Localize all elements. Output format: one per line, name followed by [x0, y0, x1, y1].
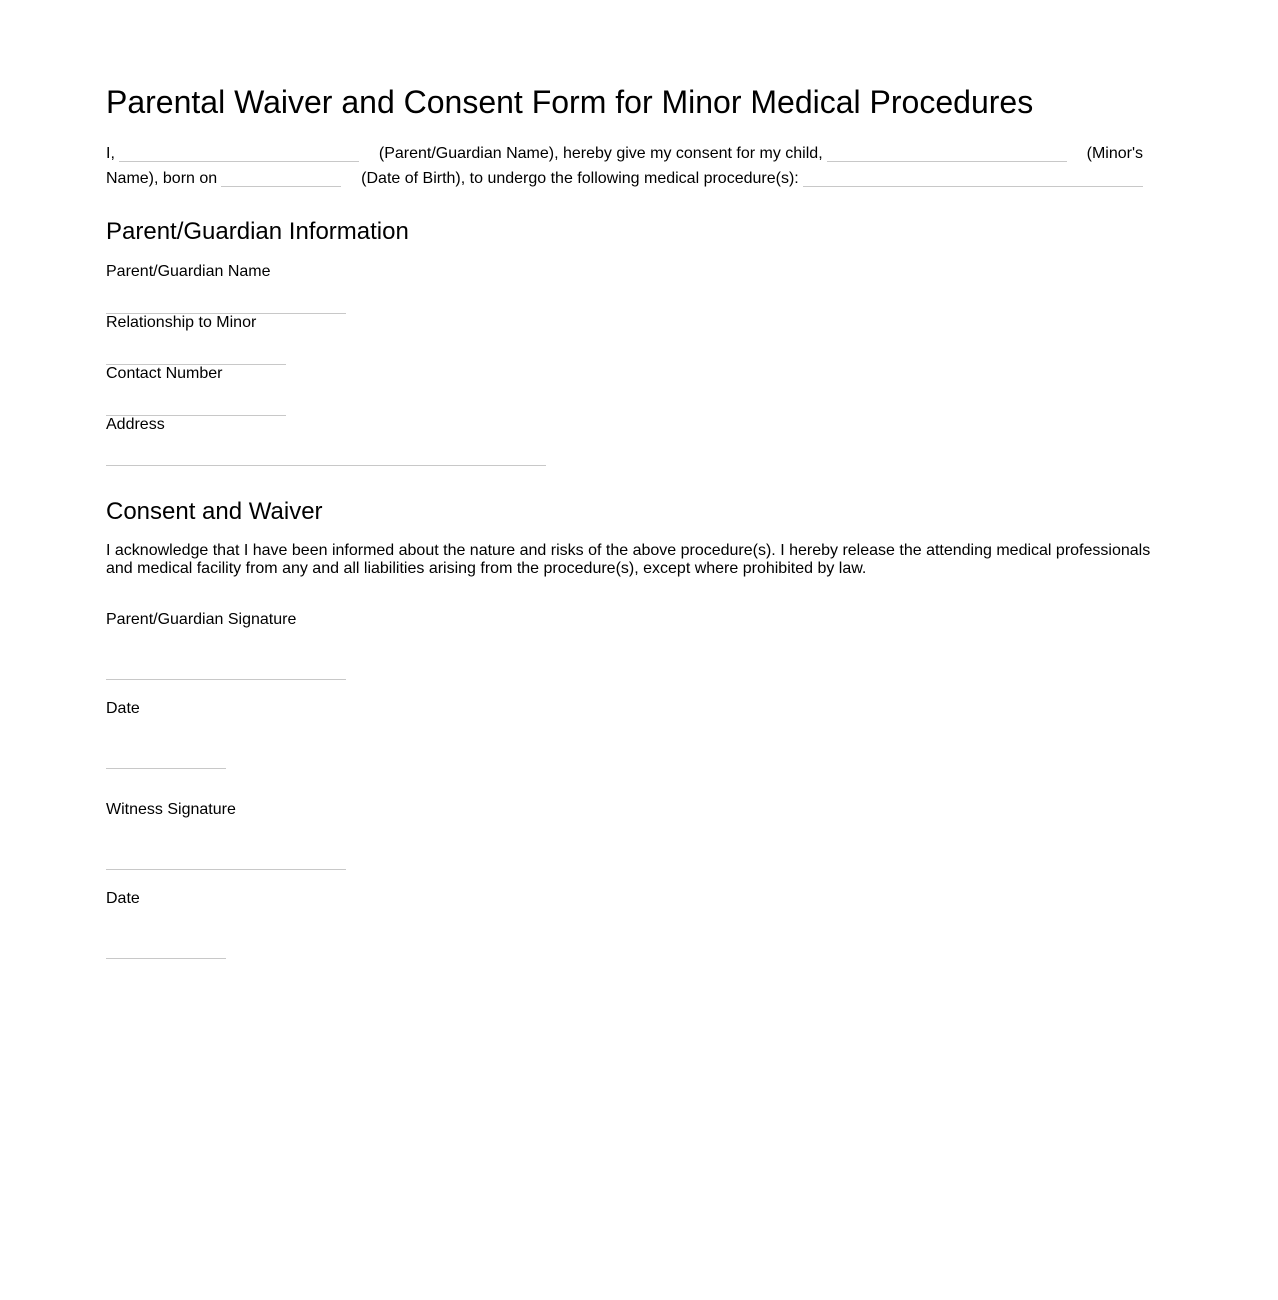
page-title: Parental Waiver and Consent Form for Minor Medical Procedures [106, 84, 1034, 120]
intro-text-4: (Date of Birth), to undergo the following medical procedure(s): [361, 170, 799, 187]
witness-date-field[interactable] [106, 958, 226, 959]
consent-statement [106, 141, 1154, 191]
minor-name-blank[interactable] [827, 143, 1067, 162]
guardian-date-label: Date [106, 700, 140, 717]
intro-text-2: (Parent/Guardian Name), hereby give my consent for my child, [378, 145, 823, 162]
consent-waiver-heading: Consent and Waiver [106, 498, 323, 525]
guardian-signature-label: Parent/Guardian Signature [106, 611, 297, 628]
guardian-name-label: Parent/Guardian Name [106, 263, 271, 280]
procedure-blank[interactable] [803, 168, 1143, 187]
date-of-birth-blank[interactable] [221, 168, 341, 187]
witness-date-label: Date [106, 890, 140, 907]
guardian-signature-field[interactable] [106, 679, 346, 680]
witness-signature-field[interactable] [106, 869, 346, 870]
witness-signature-label: Witness Signature [106, 801, 236, 818]
consent-waiver-text: I acknowledge that I have been informed about the nature and risks of the above procedure(s). I hereby release the attending medical professionals and medical facility from any and all liabilities arising from the procedure(s), except where prohibited by law. [106, 542, 1151, 577]
intro-text-3: (Minor's Name), born on [106, 145, 1144, 187]
intro-text-1: I, [106, 145, 115, 162]
guardian-date-field[interactable] [106, 768, 226, 769]
address-field[interactable] [106, 465, 546, 466]
contact-number-label: Contact Number [106, 365, 223, 382]
relationship-label: Relationship to Minor [106, 314, 257, 331]
parent-name-blank[interactable] [119, 143, 359, 162]
address-label: Address [106, 416, 165, 433]
guardian-info-heading: Parent/Guardian Information [106, 218, 409, 245]
